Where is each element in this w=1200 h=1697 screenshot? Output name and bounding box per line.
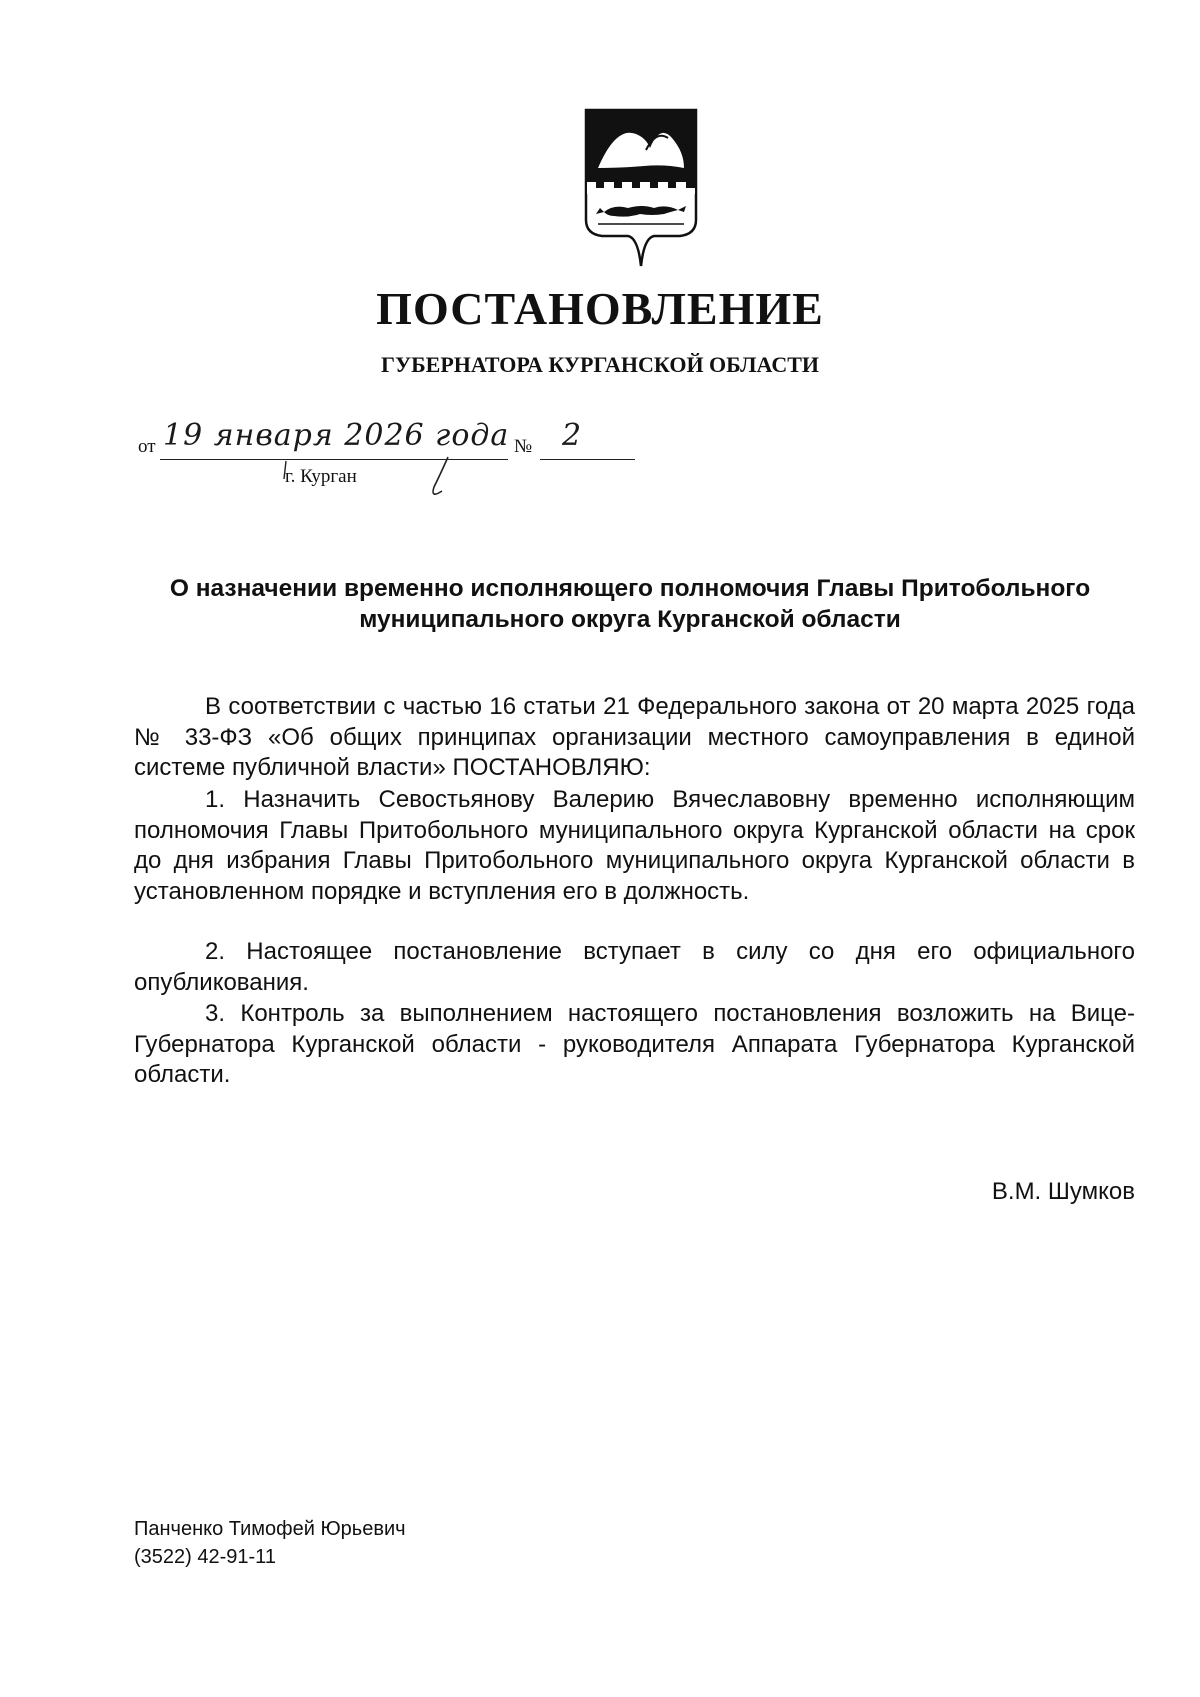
document-title: ПОСТАНОВЛЕНИЕ xyxy=(376,283,824,334)
resolution-heading xyxy=(125,573,1135,635)
handwritten-stroke xyxy=(280,455,460,510)
heading-line-1: О назначении временно исполняющего полномочия Главы Притобольного xyxy=(169,575,1091,602)
handwritten-date: 19 января 2026 года xyxy=(163,418,510,453)
place-label: г. Курган xyxy=(285,466,357,487)
document-subtitle: ГУБЕРНАТОРА КУРГАНСКОЙ ОБЛАСТИ xyxy=(380,352,820,377)
contact-phone: (3522) 42-91-11 xyxy=(134,1546,276,1568)
item-3-paragraph: 3. Контроль за выполнением настоящего постановления возложить на Вице-Губернатора Курганской области - руководителя Аппарата Губернатора Курганской области. xyxy=(134,1000,1135,1088)
number-underline xyxy=(540,459,635,460)
heading-line-2: муниципального округа Курганской области xyxy=(359,606,901,633)
preamble-paragraph: В соответствии с частью 16 статьи 21 Федерального закона от 20 марта 2025 года № 33-ФЗ «Об общих принципах организации местного самоуправления в единой системе публичной власти» ПОСТАНОВЛЯЮ: xyxy=(134,693,1135,781)
coat-of-arms-emblem xyxy=(584,108,698,268)
number-prefix: № xyxy=(514,436,533,457)
item-1-paragraph: 1. Назначить Севостьянову Валерию Вячеславовну временно исполняющим полномочия Главы Притобольного муниципального округа Курганской области на срок до дня избрания Главы Притобольного муниципального округа Курганской области в установленном порядке и вступления его в должность. xyxy=(134,786,1135,905)
signatory-name: В.М. Шумков xyxy=(991,1178,1135,1205)
item-2-paragraph: 2. Настоящее постановление вступает в силу со дня его официального опубликования. xyxy=(134,938,1135,996)
date-prefix: от xyxy=(138,436,156,457)
contact-name: Панченко Тимофей Юрьевич xyxy=(134,1518,406,1540)
handwritten-number: 2 xyxy=(562,418,583,453)
